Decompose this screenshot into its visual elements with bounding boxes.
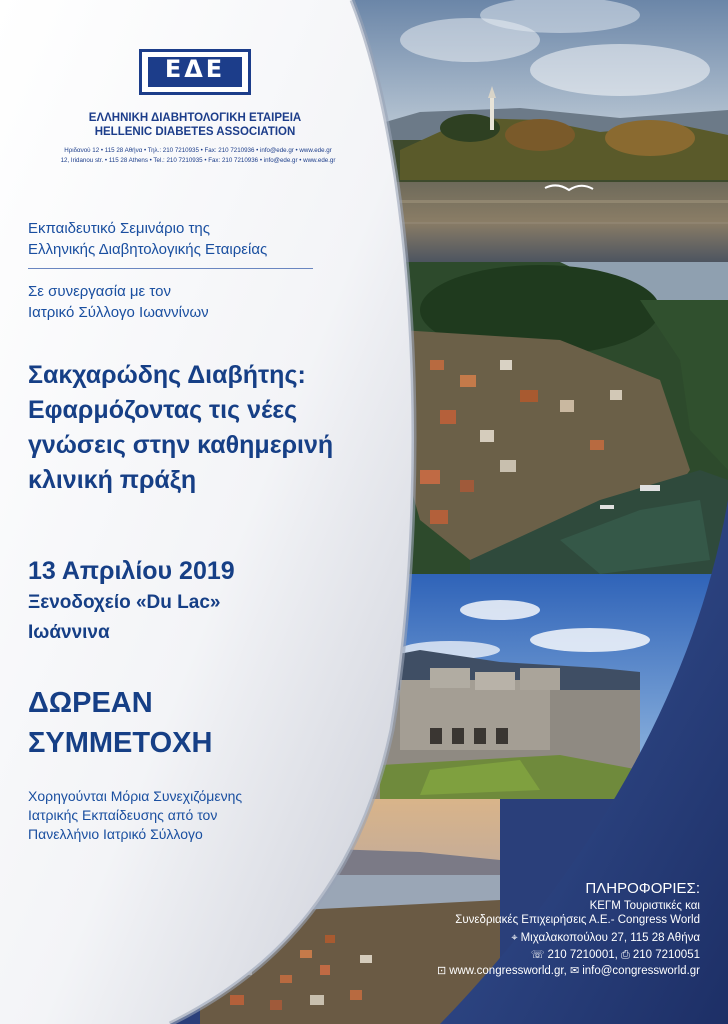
title-line-1: Σακχαρώδης Διαβήτης: — [28, 361, 306, 389]
info-phone[interactable]: 210 7210001, — [547, 949, 618, 961]
computer-icon: ⊡ — [436, 965, 447, 977]
cme-line-2: Ιατρικής Εκπαίδευσης από τον — [28, 807, 218, 823]
info-company-line-1: ΚΕΓΜ Τουριστικές και — [589, 900, 700, 912]
cooperation-text — [28, 281, 328, 323]
phone-icon: ☏ — [530, 949, 545, 961]
info-address-row — [511, 932, 700, 945]
divider — [28, 268, 313, 269]
info-address: Μιχαλακοπούλου 27, 115 28 Αθήνα — [520, 932, 700, 944]
seminar-line-2: Ελληνικής Διαβητολογικής Εταιρείας — [28, 241, 268, 258]
map-pin-icon: ⌖ — [511, 932, 518, 944]
association-name-greek: ΕΛΛΗΝΙΚΗ ΔΙΑΒΗΤΟΛΟΓΙΚΗ ΕΤΑΙΡΕΙΑ — [88, 112, 302, 124]
info-fax[interactable]: 210 7210051 — [632, 949, 700, 961]
envelope-icon: ✉ — [570, 965, 580, 977]
association-address-english: 12, Iridanou str. • 115 28 Athens • Tel.: 210 7210935 • Fax: 210 7210936 • info@ede.gr • www.ede.gr — [60, 157, 336, 164]
info-title: ΠΛΗΡΟΦΟΡΙΕΣ: — [585, 880, 700, 897]
cme-line-3: Πανελλήνιο Ιατρικό Σύλλογο — [28, 826, 203, 842]
association-address-greek: Ηριδανού 12 • 115 28 Αθήνα • Τηλ.: 210 7210935 • Fax: 210 7210936 • info@ede.gr • www.ede.gr — [64, 147, 332, 154]
cooperation-line-1: Σε συνεργασία με τον — [28, 283, 171, 300]
ede-logo — [139, 49, 251, 95]
info-email-link[interactable]: info@congressworld.gr — [582, 965, 700, 977]
title-line-2: Εφαρμόζοντας τις νέες — [28, 396, 298, 424]
info-web-row — [437, 964, 700, 977]
navy-corner-shape — [440, 500, 728, 1024]
event-venue: Ξενοδοχείο «Du Lac» — [28, 592, 221, 613]
main-title — [28, 358, 418, 498]
cooperation-line-2: Ιατρικό Σύλλογο Ιωαννίνων — [28, 304, 209, 321]
title-line-3: γνώσεις στην καθημερινή — [28, 431, 334, 459]
free-line-1: ΔΩΡΕΑΝ — [28, 687, 153, 719]
title-line-4: κλινική πράξη — [28, 466, 197, 494]
free-line-2: ΣΥΜΜΕΤΟΧΗ — [28, 727, 213, 759]
event-city: Ιωάννινα — [28, 622, 110, 643]
info-website-link[interactable]: www.congressworld.gr, — [449, 965, 567, 977]
free-participation — [28, 683, 328, 763]
info-phone-row — [531, 948, 700, 962]
info-company-line-2: Συνεδριακές Επιχειρήσεις Α.Ε.- Congress World — [455, 914, 700, 926]
seminar-line-1: Εκπαιδευτικό Σεμινάριο της — [28, 220, 210, 237]
association-name-english: HELLENIC DIABETES ASSOCIATION — [94, 126, 296, 138]
logo-glyph: ΕΔΕ — [164, 55, 226, 83]
cme-line-1: Χορηγούνται Μόρια Συνεχιζόμενης — [28, 788, 243, 804]
fax-icon: ⎙ — [621, 949, 630, 961]
seminar-heading — [28, 218, 328, 260]
event-date: 13 Απριλίου 2019 — [28, 557, 235, 585]
cme-credits-note — [28, 787, 328, 844]
